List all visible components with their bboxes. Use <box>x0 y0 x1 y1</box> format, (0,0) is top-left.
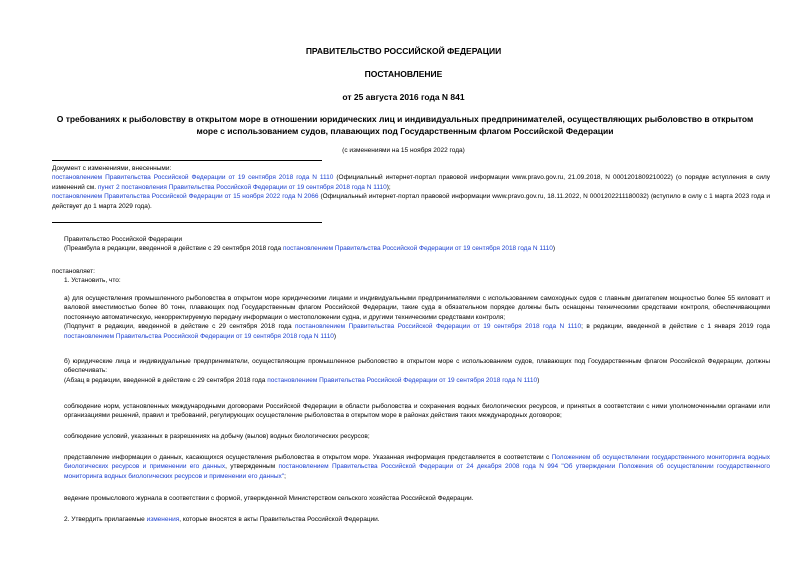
change-item-1 <box>52 173 770 192</box>
subpoint-b-note-link[interactable]: постановлением Правительства Российской Федерации от 19 сентября 2018 года N 1110 <box>267 376 538 384</box>
changes-link[interactable]: изменения <box>146 516 180 523</box>
change-2-text: (Официальный интернет-портал правовой информации www.pravo.gov.ru, 18.11.2022, N 0001202211180032) (вступило в силу с 1 марта 2023 года и действует до 1 марта 2029 года). <box>52 193 770 210</box>
subpoint-a-block <box>52 294 770 341</box>
decides-block <box>52 267 770 286</box>
compliance-paragraph: соблюдение норм, установленных международными договорами Российской Федерации в области рыболовства и сохранения водных биологических ресурсов, и принятых в соответствии с ними уполномоченными органами или организациями решений, правил и требований, регулирующих осуществление рыболовства в открытом море в районах действия таких международных договоров; <box>64 403 770 420</box>
change-item-2 <box>52 192 770 211</box>
information-mid: , утвержденным <box>225 463 279 471</box>
decides-text: постановляет: <box>52 268 95 275</box>
information-pre: представление информации о данных, касающихся осуществления рыболовства в открытом море. Указанная информация представляется в соответствии с <box>64 454 552 461</box>
revision-note: (с изменениями на 15 ноября 2022 года) <box>342 147 465 154</box>
subpoint-b-block <box>52 357 770 385</box>
permits-paragraph: соблюдение условий, указанных в разрешениях на добычу (вылов) водных биологических ресурсов; <box>64 433 370 440</box>
government-heading: ПРАВИТЕЛЬСТВО РОССИЙСКОЙ ФЕДЕРАЦИИ <box>305 46 502 56</box>
subpoint-b-note-pre: (Абзац в редакции, введенной в действие с 29 сентября 2018 года <box>64 376 268 384</box>
changes-intro: Документ с изменениями, внесенными: <box>52 165 172 172</box>
preamble: Правительство Российской Федерации <box>64 236 183 243</box>
paragraph-2-block <box>52 515 770 524</box>
preamble-note-link[interactable]: постановлением Правительства Российской Федерации от 19 сентября 2018 года N 1110 <box>282 245 553 253</box>
divider-bottom <box>52 222 322 223</box>
change-2-link[interactable]: постановлением Правительства Российской Федерации от 15 ноября 2022 года N 2066 <box>52 193 319 201</box>
paragraph-2-pre: 2. Утвердить прилагаемые <box>64 516 147 523</box>
information-paragraph <box>52 453 770 481</box>
preamble-note <box>52 244 770 253</box>
paragraph-1: 1. Установить, что: <box>64 277 121 285</box>
subpoint-a: а) для осуществления промышленного рыболовства в открытом море юридическими лицами и индивидуальными предпринимателями с использованием самоходных судов с главным двигателем мощностью более 55 киловатт и валовой вместимостью более 80 тонн, плавающих под Государственным флагом Российской Федерации, такие суда в обязательном порядке должны быть оснащены техническими средствами контроля, обеспечивающими постоянную автоматическую, некорректируемую передачу информации о местоположении судна, и другими техническими средствами контроля; <box>64 295 770 321</box>
preamble-note-end: ) <box>552 245 556 253</box>
document-title: О требованиях к рыболовству в открытом море в отношении юридических лиц и индивидуальных предпринимателей, осуществляющих рыболовство в открытом море с использованием судов, плавающих под Государственным флагом Российской Федерации <box>56 114 754 136</box>
regulation-link[interactable]: Положением об осуществлении государственного мониторинга водных биологических ресурсов и применении его данных <box>64 454 770 471</box>
logbook-paragraph: ведение промыслового журнала в соответствии с формой, утвержденной Министерством сельского хозяйства Российской Федерации. <box>64 495 474 502</box>
paragraph-2 <box>52 515 770 524</box>
compliance-paragraph-block <box>52 402 770 421</box>
changes-block <box>52 164 770 211</box>
subpoint-a-note-pre: (Подпункт в редакции, введенной в действие с 29 сентября 2018 года <box>64 323 295 331</box>
preamble-note-pre: (Преамбула в редакции, введенной в действие с 29 сентября 2018 года <box>64 245 283 253</box>
subpoint-a-note-link-1[interactable]: постановлением Правительства Российской Федерации от 19 сентября 2018 года N 1110 <box>295 323 582 331</box>
subpoint-a-note <box>52 322 770 341</box>
subpoint-b-note <box>52 376 770 385</box>
change-1-end: ); <box>386 183 391 191</box>
change-1-link-2[interactable]: пункт 2 постановления Правительства Российской Федерации от 19 сентября 2018 года N 1110 <box>97 183 387 191</box>
document-type-heading: ПОСТАНОВЛЕНИЕ <box>364 69 443 79</box>
paragraph-2-end: , которые вносятся в акты Правительства Российской Федерации. <box>179 516 380 523</box>
subpoint-a-note-mid: ; в редакции, введенной в действие с 1 января 2019 года <box>581 323 770 331</box>
subpoint-b-note-end: ) <box>537 376 540 384</box>
change-1-text: (Официальный интернет-портал правовой информации www.pravo.gov.ru, 21.09.2018, N 0001201809210022) (о порядке вступления в силу изменений см. <box>52 174 771 191</box>
subpoint-a-note-link-2[interactable]: постановлением Правительства Российской Федерации от 19 сентября 2018 года N 1110 <box>64 332 334 340</box>
information-paragraph-block <box>52 453 770 481</box>
subpoint-a-note-end: ) <box>333 332 337 340</box>
change-1-link[interactable]: постановлением Правительства Российской Федерации от 19 сентября 2018 года N 1110 <box>52 174 334 182</box>
logbook-paragraph-block <box>52 494 770 503</box>
decree-994-link[interactable]: постановлением Правительства Российской Федерации от 24 декабря 2008 года N 994 "Об утверждении Положения об осуществлении государственного мониторинга водных биологических ресурсов и применении его данных" <box>64 463 770 480</box>
document-date: от 25 августа 2016 года N 841 <box>342 92 465 102</box>
permits-paragraph-block <box>52 432 770 441</box>
preamble-block <box>52 235 770 254</box>
subpoint-b: б) юридические лица и индивидуальные предприниматели, осуществляющие промышленное рыболовство в открытом море с использованием судов, плавающих под Государственным флагом Российской Федерации, должны обеспечивать: <box>64 358 770 375</box>
information-end: ; <box>284 472 286 480</box>
divider-top <box>52 160 322 161</box>
